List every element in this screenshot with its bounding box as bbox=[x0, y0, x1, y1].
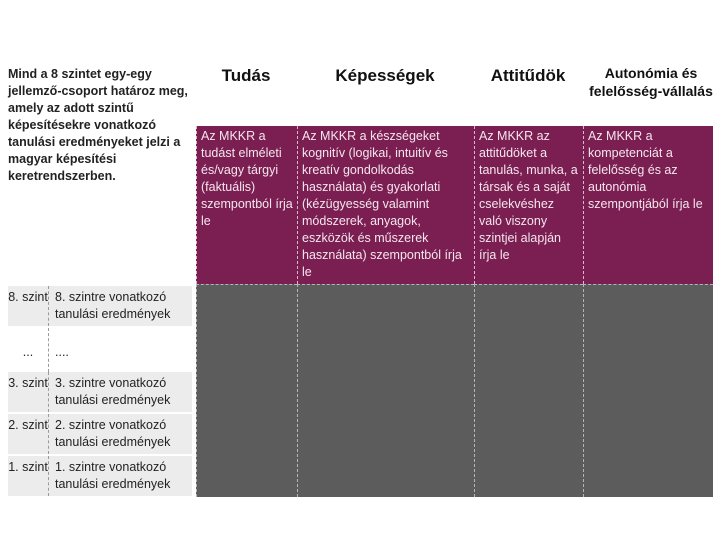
desc-skills: Az MKKR a készségeket kognitív (logikai, intuitív és kreatív gondolkodás használata) és gyakorlati (kézügyesség valamint módszerek, anyagok, eszközök és műszerek használata) szempontból írja le bbox=[297, 126, 474, 284]
level-number: ... bbox=[22, 345, 34, 359]
header-autonomy: Autonómia és felelősség-vállalás bbox=[589, 65, 713, 99]
level-number: 3. szint bbox=[8, 376, 48, 390]
level-number: 2. szint bbox=[8, 418, 48, 432]
level-row bbox=[8, 328, 192, 372]
intro-text: Mind a 8 szintet egy-egy jellemző-csoport határoz meg, amely az adott szintű képesítésekre vonatkozó tanulási eredményeket jelzi a magyar képesítési keretrendszerben. bbox=[8, 67, 188, 183]
level-row bbox=[8, 414, 192, 454]
level-description: 3. szintre vonatkozó tanulási eredmények bbox=[48, 372, 192, 412]
desc-autonomy: Az MKKR a kompetenciát a felelősség és az autonómia szempontjából írja le bbox=[583, 126, 713, 284]
grid-column-attitudes bbox=[474, 284, 583, 497]
grid-column-knowledge bbox=[196, 284, 297, 497]
level-number: 1. szint bbox=[8, 460, 48, 474]
level-number: 8. szint bbox=[8, 290, 48, 304]
desc-attitudes: Az MKKR az attitűdöket a tanulás, munka, a társak és a saját cselekvéshez való viszony szintjei alapján írja le bbox=[474, 126, 583, 284]
level-description: .... bbox=[48, 328, 192, 372]
header-knowledge: Tudás bbox=[221, 66, 271, 85]
grid-column-autonomy bbox=[583, 284, 713, 497]
grid-column-skills bbox=[297, 284, 474, 497]
level-row bbox=[8, 456, 192, 496]
desc-knowledge: Az MKKR a tudást elméleti és/vagy tárgyi (faktuális) szempontból írja le bbox=[196, 126, 297, 284]
level-row bbox=[8, 286, 192, 326]
level-row bbox=[8, 372, 192, 412]
level-description: 8. szintre vonatkozó tanulási eredmények bbox=[48, 286, 192, 326]
header-attitudes: Attitűdök bbox=[490, 66, 566, 85]
header-skills: Képességek bbox=[335, 66, 435, 85]
level-description: 1. szintre vonatkozó tanulási eredmények bbox=[48, 456, 192, 496]
level-description: 2. szintre vonatkozó tanulási eredmények bbox=[48, 414, 192, 454]
